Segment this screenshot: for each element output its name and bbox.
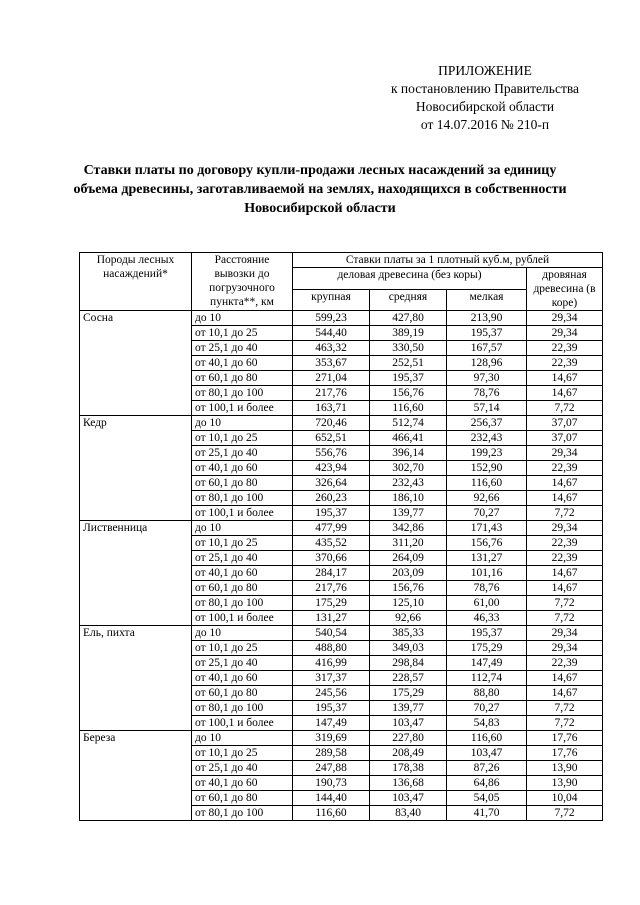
medium-rate-cell: 252,51 bbox=[370, 356, 447, 371]
medium-rate-cell: 227,80 bbox=[370, 731, 447, 746]
large-rate-cell: 416,99 bbox=[293, 656, 370, 671]
distance-cell: от 40,1 до 60 bbox=[192, 671, 293, 686]
table-row bbox=[80, 416, 603, 431]
small-rate-cell: 41,70 bbox=[447, 806, 527, 821]
small-rate-cell: 46,33 bbox=[447, 611, 527, 626]
large-rate-cell: 147,49 bbox=[293, 716, 370, 731]
firewood-rate-cell: 29,34 bbox=[527, 446, 603, 461]
firewood-rate-cell: 29,34 bbox=[527, 521, 603, 536]
small-rate-cell: 213,90 bbox=[447, 311, 527, 326]
large-rate-cell: 317,37 bbox=[293, 671, 370, 686]
header-business-timber: деловая древесина (без коры) bbox=[293, 268, 527, 290]
large-rate-cell: 175,29 bbox=[293, 596, 370, 611]
firewood-rate-cell: 29,34 bbox=[527, 641, 603, 656]
species-cell: Кедр bbox=[80, 416, 192, 521]
small-rate-cell: 167,57 bbox=[447, 341, 527, 356]
header-medium: средняя bbox=[370, 289, 447, 311]
medium-rate-cell: 396,14 bbox=[370, 446, 447, 461]
medium-rate-cell: 349,03 bbox=[370, 641, 447, 656]
firewood-rate-cell: 37,07 bbox=[527, 431, 603, 446]
medium-rate-cell: 136,68 bbox=[370, 776, 447, 791]
large-rate-cell: 488,80 bbox=[293, 641, 370, 656]
distance-cell: до 10 bbox=[192, 311, 293, 326]
medium-rate-cell: 512,74 bbox=[370, 416, 447, 431]
large-rate-cell: 247,88 bbox=[293, 761, 370, 776]
small-rate-cell: 61,00 bbox=[447, 596, 527, 611]
distance-cell: от 25,1 до 40 bbox=[192, 341, 293, 356]
large-rate-cell: 195,37 bbox=[293, 506, 370, 521]
small-rate-cell: 92,66 bbox=[447, 491, 527, 506]
firewood-rate-cell: 17,76 bbox=[527, 731, 603, 746]
small-rate-cell: 232,43 bbox=[447, 431, 527, 446]
small-rate-cell: 131,27 bbox=[447, 551, 527, 566]
distance-cell: от 10,1 до 25 bbox=[192, 431, 293, 446]
small-rate-cell: 88,80 bbox=[447, 686, 527, 701]
large-rate-cell: 195,37 bbox=[293, 701, 370, 716]
firewood-rate-cell: 7,72 bbox=[527, 401, 603, 416]
medium-rate-cell: 311,20 bbox=[370, 536, 447, 551]
medium-rate-cell: 139,77 bbox=[370, 701, 447, 716]
table-row bbox=[80, 521, 603, 536]
small-rate-cell: 152,90 bbox=[447, 461, 527, 476]
large-rate-cell: 163,71 bbox=[293, 401, 370, 416]
medium-rate-cell: 116,60 bbox=[370, 401, 447, 416]
firewood-rate-cell: 29,34 bbox=[527, 626, 603, 641]
large-rate-cell: 144,40 bbox=[293, 791, 370, 806]
medium-rate-cell: 427,80 bbox=[370, 311, 447, 326]
distance-cell: от 100,1 и более bbox=[192, 506, 293, 521]
small-rate-cell: 199,23 bbox=[447, 446, 527, 461]
large-rate-cell: 463,32 bbox=[293, 341, 370, 356]
medium-rate-cell: 195,37 bbox=[370, 371, 447, 386]
small-rate-cell: 54,05 bbox=[447, 791, 527, 806]
distance-cell: до 10 bbox=[192, 416, 293, 431]
small-rate-cell: 70,27 bbox=[447, 506, 527, 521]
distance-cell: от 25,1 до 40 bbox=[192, 551, 293, 566]
small-rate-cell: 156,76 bbox=[447, 536, 527, 551]
distance-cell: от 25,1 до 40 bbox=[192, 656, 293, 671]
distance-cell: от 80,1 до 100 bbox=[192, 491, 293, 506]
large-rate-cell: 353,67 bbox=[293, 356, 370, 371]
small-rate-cell: 70,27 bbox=[447, 701, 527, 716]
appendix-decree-line: к постановлению Правительства bbox=[390, 81, 580, 96]
distance-cell: от 80,1 до 100 bbox=[192, 806, 293, 821]
species-cell: Ель, пихта bbox=[80, 626, 192, 731]
header-large: крупная bbox=[293, 289, 370, 311]
medium-rate-cell: 175,29 bbox=[370, 686, 447, 701]
small-rate-cell: 175,29 bbox=[447, 641, 527, 656]
small-rate-cell: 116,60 bbox=[447, 731, 527, 746]
appendix-region-line: Новосибирской области bbox=[415, 99, 555, 114]
title-line: Новосибирской области bbox=[244, 201, 396, 216]
small-rate-cell: 195,37 bbox=[447, 326, 527, 341]
large-rate-cell: 326,64 bbox=[293, 476, 370, 491]
large-rate-cell: 423,94 bbox=[293, 461, 370, 476]
medium-rate-cell: 232,43 bbox=[370, 476, 447, 491]
firewood-rate-cell: 7,72 bbox=[527, 806, 603, 821]
distance-cell: от 60,1 до 80 bbox=[192, 686, 293, 701]
rates-table-body bbox=[80, 311, 603, 821]
large-rate-cell: 652,51 bbox=[293, 431, 370, 446]
medium-rate-cell: 139,77 bbox=[370, 506, 447, 521]
appendix-heading: ПРИЛОЖЕНИЕ bbox=[438, 63, 532, 78]
large-rate-cell: 116,60 bbox=[293, 806, 370, 821]
distance-cell: от 10,1 до 25 bbox=[192, 641, 293, 656]
distance-cell: от 25,1 до 40 bbox=[192, 446, 293, 461]
header-rates: Ставки платы за 1 плотный куб.м, рублей bbox=[293, 253, 603, 268]
distance-cell: от 100,1 и более bbox=[192, 401, 293, 416]
firewood-rate-cell: 14,67 bbox=[527, 371, 603, 386]
firewood-rate-cell: 14,67 bbox=[527, 476, 603, 491]
small-rate-cell: 128,96 bbox=[447, 356, 527, 371]
firewood-rate-cell: 14,67 bbox=[527, 566, 603, 581]
firewood-rate-cell: 22,39 bbox=[527, 341, 603, 356]
title-line: объема древесины, заготавливаемой на землях, находящихся в собственности bbox=[73, 182, 567, 197]
small-rate-cell: 78,76 bbox=[447, 581, 527, 596]
large-rate-cell: 319,69 bbox=[293, 731, 370, 746]
header-distance: Расстояние вывозки до погрузочного пункта**, км bbox=[192, 253, 293, 311]
firewood-rate-cell: 7,72 bbox=[527, 716, 603, 731]
large-rate-cell: 540,54 bbox=[293, 626, 370, 641]
large-rate-cell: 284,17 bbox=[293, 566, 370, 581]
small-rate-cell: 103,47 bbox=[447, 746, 527, 761]
medium-rate-cell: 302,70 bbox=[370, 461, 447, 476]
species-cell: Лиственница bbox=[80, 521, 192, 626]
medium-rate-cell: 156,76 bbox=[370, 581, 447, 596]
firewood-rate-cell: 7,72 bbox=[527, 506, 603, 521]
medium-rate-cell: 342,86 bbox=[370, 521, 447, 536]
small-rate-cell: 87,26 bbox=[447, 761, 527, 776]
firewood-rate-cell: 29,34 bbox=[527, 326, 603, 341]
firewood-rate-cell: 29,34 bbox=[527, 311, 603, 326]
firewood-rate-cell: 14,67 bbox=[527, 581, 603, 596]
species-cell: Береза bbox=[80, 731, 192, 821]
firewood-rate-cell: 7,72 bbox=[527, 611, 603, 626]
species-cell: Сосна bbox=[80, 311, 192, 416]
small-rate-cell: 64,86 bbox=[447, 776, 527, 791]
firewood-rate-cell: 14,67 bbox=[527, 671, 603, 686]
firewood-rate-cell: 14,67 bbox=[527, 686, 603, 701]
large-rate-cell: 190,73 bbox=[293, 776, 370, 791]
distance-cell: от 40,1 до 60 bbox=[192, 356, 293, 371]
medium-rate-cell: 103,47 bbox=[370, 791, 447, 806]
large-rate-cell: 217,76 bbox=[293, 581, 370, 596]
distance-cell: от 80,1 до 100 bbox=[192, 596, 293, 611]
header-small: мелкая bbox=[447, 289, 527, 311]
small-rate-cell: 101,16 bbox=[447, 566, 527, 581]
medium-rate-cell: 92,66 bbox=[370, 611, 447, 626]
appendix-date-line: от 14.07.2016 № 210-п bbox=[420, 117, 550, 132]
distance-cell: от 60,1 до 80 bbox=[192, 791, 293, 806]
rates-table-header bbox=[80, 253, 603, 311]
distance-cell: от 40,1 до 60 bbox=[192, 461, 293, 476]
medium-rate-cell: 264,09 bbox=[370, 551, 447, 566]
distance-cell: от 60,1 до 80 bbox=[192, 476, 293, 491]
firewood-rate-cell: 13,90 bbox=[527, 761, 603, 776]
distance-cell: до 10 bbox=[192, 521, 293, 536]
large-rate-cell: 271,04 bbox=[293, 371, 370, 386]
distance-cell: от 25,1 до 40 bbox=[192, 761, 293, 776]
firewood-rate-cell: 22,39 bbox=[527, 656, 603, 671]
small-rate-cell: 112,74 bbox=[447, 671, 527, 686]
medium-rate-cell: 186,10 bbox=[370, 491, 447, 506]
table-row bbox=[80, 731, 603, 746]
firewood-rate-cell: 22,39 bbox=[527, 461, 603, 476]
large-rate-cell: 556,76 bbox=[293, 446, 370, 461]
firewood-rate-cell: 22,39 bbox=[527, 551, 603, 566]
distance-cell: от 10,1 до 25 bbox=[192, 326, 293, 341]
small-rate-cell: 97,30 bbox=[447, 371, 527, 386]
table-row bbox=[80, 626, 603, 641]
medium-rate-cell: 203,09 bbox=[370, 566, 447, 581]
appendix-block bbox=[380, 62, 590, 134]
header-species: Породы лесных насаждений* bbox=[80, 253, 192, 311]
table-row bbox=[80, 311, 603, 326]
small-rate-cell: 116,60 bbox=[447, 476, 527, 491]
medium-rate-cell: 298,84 bbox=[370, 656, 447, 671]
distance-cell: от 60,1 до 80 bbox=[192, 581, 293, 596]
medium-rate-cell: 83,40 bbox=[370, 806, 447, 821]
distance-cell: от 10,1 до 25 bbox=[192, 746, 293, 761]
large-rate-cell: 260,23 bbox=[293, 491, 370, 506]
firewood-rate-cell: 22,39 bbox=[527, 536, 603, 551]
distance-cell: от 60,1 до 80 bbox=[192, 371, 293, 386]
firewood-rate-cell: 10,04 bbox=[527, 791, 603, 806]
small-rate-cell: 54,83 bbox=[447, 716, 527, 731]
large-rate-cell: 599,23 bbox=[293, 311, 370, 326]
firewood-rate-cell: 22,39 bbox=[527, 356, 603, 371]
title-line: Ставки платы по договору купли-продажи лесных насаждений за единицу bbox=[83, 163, 557, 178]
large-rate-cell: 720,46 bbox=[293, 416, 370, 431]
small-rate-cell: 195,37 bbox=[447, 626, 527, 641]
large-rate-cell: 370,66 bbox=[293, 551, 370, 566]
document-title bbox=[60, 161, 580, 218]
small-rate-cell: 147,49 bbox=[447, 656, 527, 671]
firewood-rate-cell: 7,72 bbox=[527, 701, 603, 716]
header-firewood: дровяная древесина (в коре) bbox=[527, 268, 603, 311]
small-rate-cell: 256,37 bbox=[447, 416, 527, 431]
large-rate-cell: 131,27 bbox=[293, 611, 370, 626]
firewood-rate-cell: 14,67 bbox=[527, 386, 603, 401]
firewood-rate-cell: 14,67 bbox=[527, 491, 603, 506]
distance-cell: от 40,1 до 60 bbox=[192, 566, 293, 581]
large-rate-cell: 217,76 bbox=[293, 386, 370, 401]
large-rate-cell: 289,58 bbox=[293, 746, 370, 761]
distance-cell: от 80,1 до 100 bbox=[192, 701, 293, 716]
small-rate-cell: 78,76 bbox=[447, 386, 527, 401]
medium-rate-cell: 156,76 bbox=[370, 386, 447, 401]
small-rate-cell: 57,14 bbox=[447, 401, 527, 416]
firewood-rate-cell: 7,72 bbox=[527, 596, 603, 611]
distance-cell: до 10 bbox=[192, 731, 293, 746]
medium-rate-cell: 330,50 bbox=[370, 341, 447, 356]
medium-rate-cell: 103,47 bbox=[370, 716, 447, 731]
firewood-rate-cell: 13,90 bbox=[527, 776, 603, 791]
large-rate-cell: 544,40 bbox=[293, 326, 370, 341]
distance-cell: от 40,1 до 60 bbox=[192, 776, 293, 791]
medium-rate-cell: 466,41 bbox=[370, 431, 447, 446]
medium-rate-cell: 125,10 bbox=[370, 596, 447, 611]
medium-rate-cell: 178,38 bbox=[370, 761, 447, 776]
medium-rate-cell: 208,49 bbox=[370, 746, 447, 761]
rates-table bbox=[79, 252, 603, 821]
medium-rate-cell: 385,33 bbox=[370, 626, 447, 641]
medium-rate-cell: 389,19 bbox=[370, 326, 447, 341]
medium-rate-cell: 228,57 bbox=[370, 671, 447, 686]
firewood-rate-cell: 37,07 bbox=[527, 416, 603, 431]
small-rate-cell: 171,43 bbox=[447, 521, 527, 536]
distance-cell: от 100,1 и более bbox=[192, 611, 293, 626]
firewood-rate-cell: 17,76 bbox=[527, 746, 603, 761]
distance-cell: от 10,1 до 25 bbox=[192, 536, 293, 551]
distance-cell: от 80,1 до 100 bbox=[192, 386, 293, 401]
large-rate-cell: 245,56 bbox=[293, 686, 370, 701]
distance-cell: до 10 bbox=[192, 626, 293, 641]
distance-cell: от 100,1 и более bbox=[192, 716, 293, 731]
large-rate-cell: 435,52 bbox=[293, 536, 370, 551]
large-rate-cell: 477,99 bbox=[293, 521, 370, 536]
